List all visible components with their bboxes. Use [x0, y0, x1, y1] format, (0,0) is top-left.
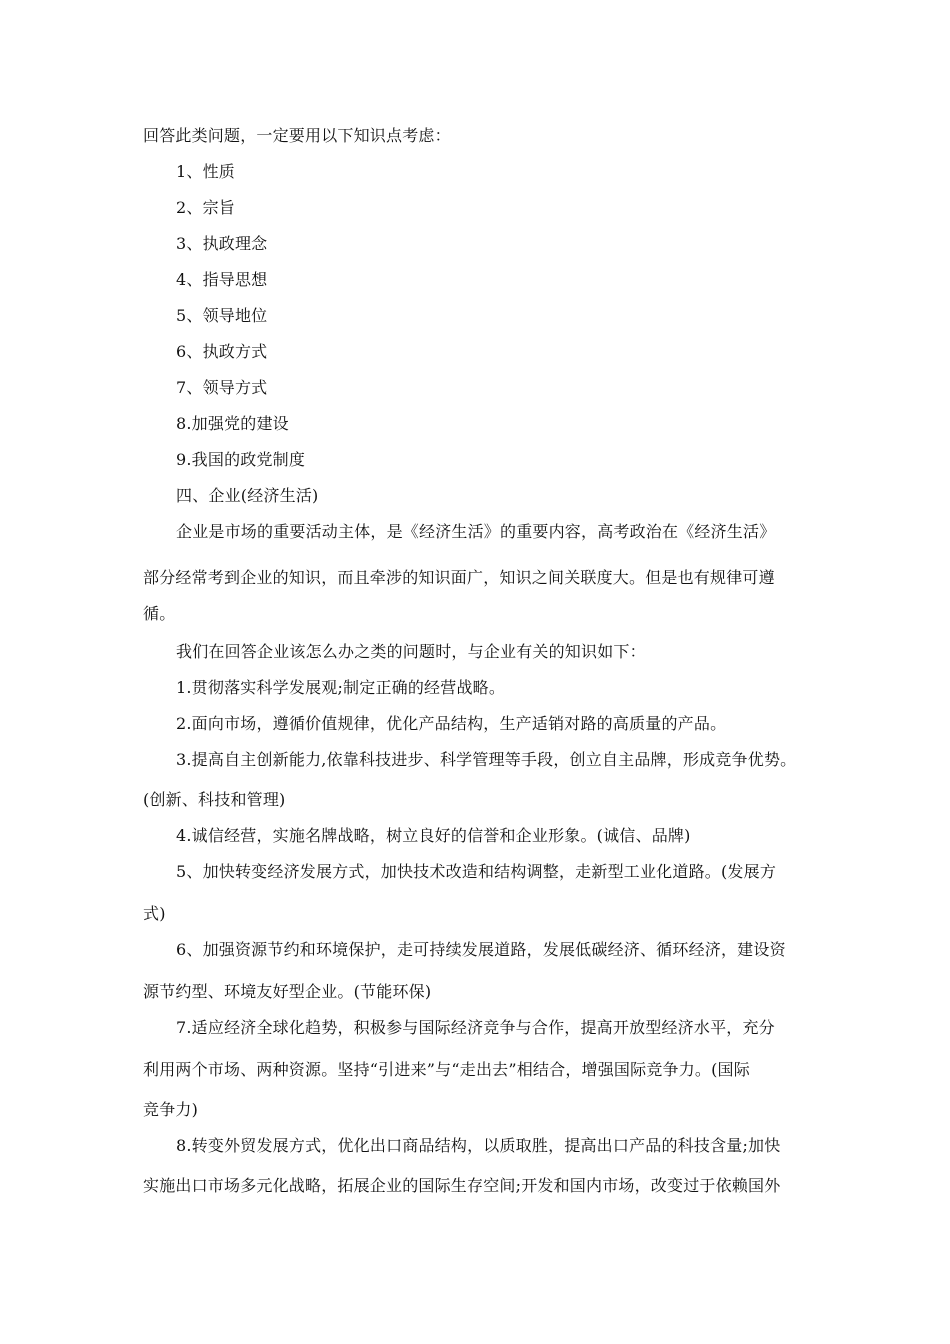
party-point-4: 4、指导思想	[176, 270, 268, 289]
party-point-2: 2、宗旨	[176, 198, 235, 217]
item-3-line-1: 3.提高自主创新能力,依靠科技进步、科学管理等手段，创立自主品牌，形成竞争优势。	[176, 750, 797, 769]
party-point-5: 5、领导地位	[176, 306, 268, 325]
intro-text: 回答此类问题，一定要用以下知识点考虑：	[143, 126, 451, 145]
item-2: 2.面向市场，遵循价值规律，优化产品结构，生产适销对路的高质量的产品。	[176, 714, 727, 733]
section-intro-line-3: 循。	[143, 604, 176, 623]
section-heading: 四、企业(经济生活)	[176, 486, 319, 505]
item-7-line-1: 7.适应经济全球化趋势，积极参与国际经济竞争与合作，提高开放型经济水平，充分	[176, 1018, 775, 1037]
item-3-line-2: (创新、科技和管理)	[143, 790, 286, 809]
party-point-8: 8.加强党的建设	[176, 414, 289, 433]
party-point-1: 1、性质	[176, 162, 235, 181]
item-4: 4.诚信经营，实施名牌战略，树立良好的信誉和企业形象。(诚信、品牌)	[176, 826, 691, 845]
item-8-line-1: 8.转变外贸发展方式，优化出口商品结构，以质取胜，提高出口产品的科技含量;加快	[176, 1136, 781, 1155]
item-1: 1.贯彻落实科学发展观;制定正确的经营战略。	[176, 678, 506, 697]
party-point-7: 7、领导方式	[176, 378, 268, 397]
item-6-line-2: 源节约型、环境友好型企业。(节能环保)	[143, 982, 432, 1001]
item-7-line-2: 利用两个市场、两种资源。坚持“引进来”与“走出去”相结合，增强国际竞争力。(国际	[143, 1060, 750, 1079]
item-8-line-2: 实施出口市场多元化战略，拓展企业的国际生存空间;开发和国内市场，改变过于依赖国外	[143, 1176, 781, 1195]
party-point-9: 9.我国的政党制度	[176, 450, 306, 469]
party-point-6: 6、执政方式	[176, 342, 268, 361]
party-point-3: 3、执政理念	[176, 234, 268, 253]
item-5-line-1: 5、加快转变经济发展方式，加快技术改造和结构调整，走新型工业化道路。(发展方	[176, 862, 777, 881]
knowledge-intro: 我们在回答企业该怎么办之类的问题时，与企业有关的知识如下：	[176, 642, 646, 661]
item-5-line-2: 式)	[143, 904, 166, 923]
section-intro-line-2: 部分经常考到企业的知识，而且牵涉的知识面广，知识之间关联度大。但是也有规律可遵	[143, 568, 775, 587]
item-7-line-3: 竞争力)	[143, 1100, 199, 1119]
section-intro-line-1: 企业是市场的重要活动主体，是《经济生活》的重要内容，高考政治在《经济生活》	[176, 522, 776, 541]
item-6-line-1: 6、加强资源节约和环境保护，走可持续发展道路，发展低碳经济、循环经济，建设资	[176, 940, 786, 959]
